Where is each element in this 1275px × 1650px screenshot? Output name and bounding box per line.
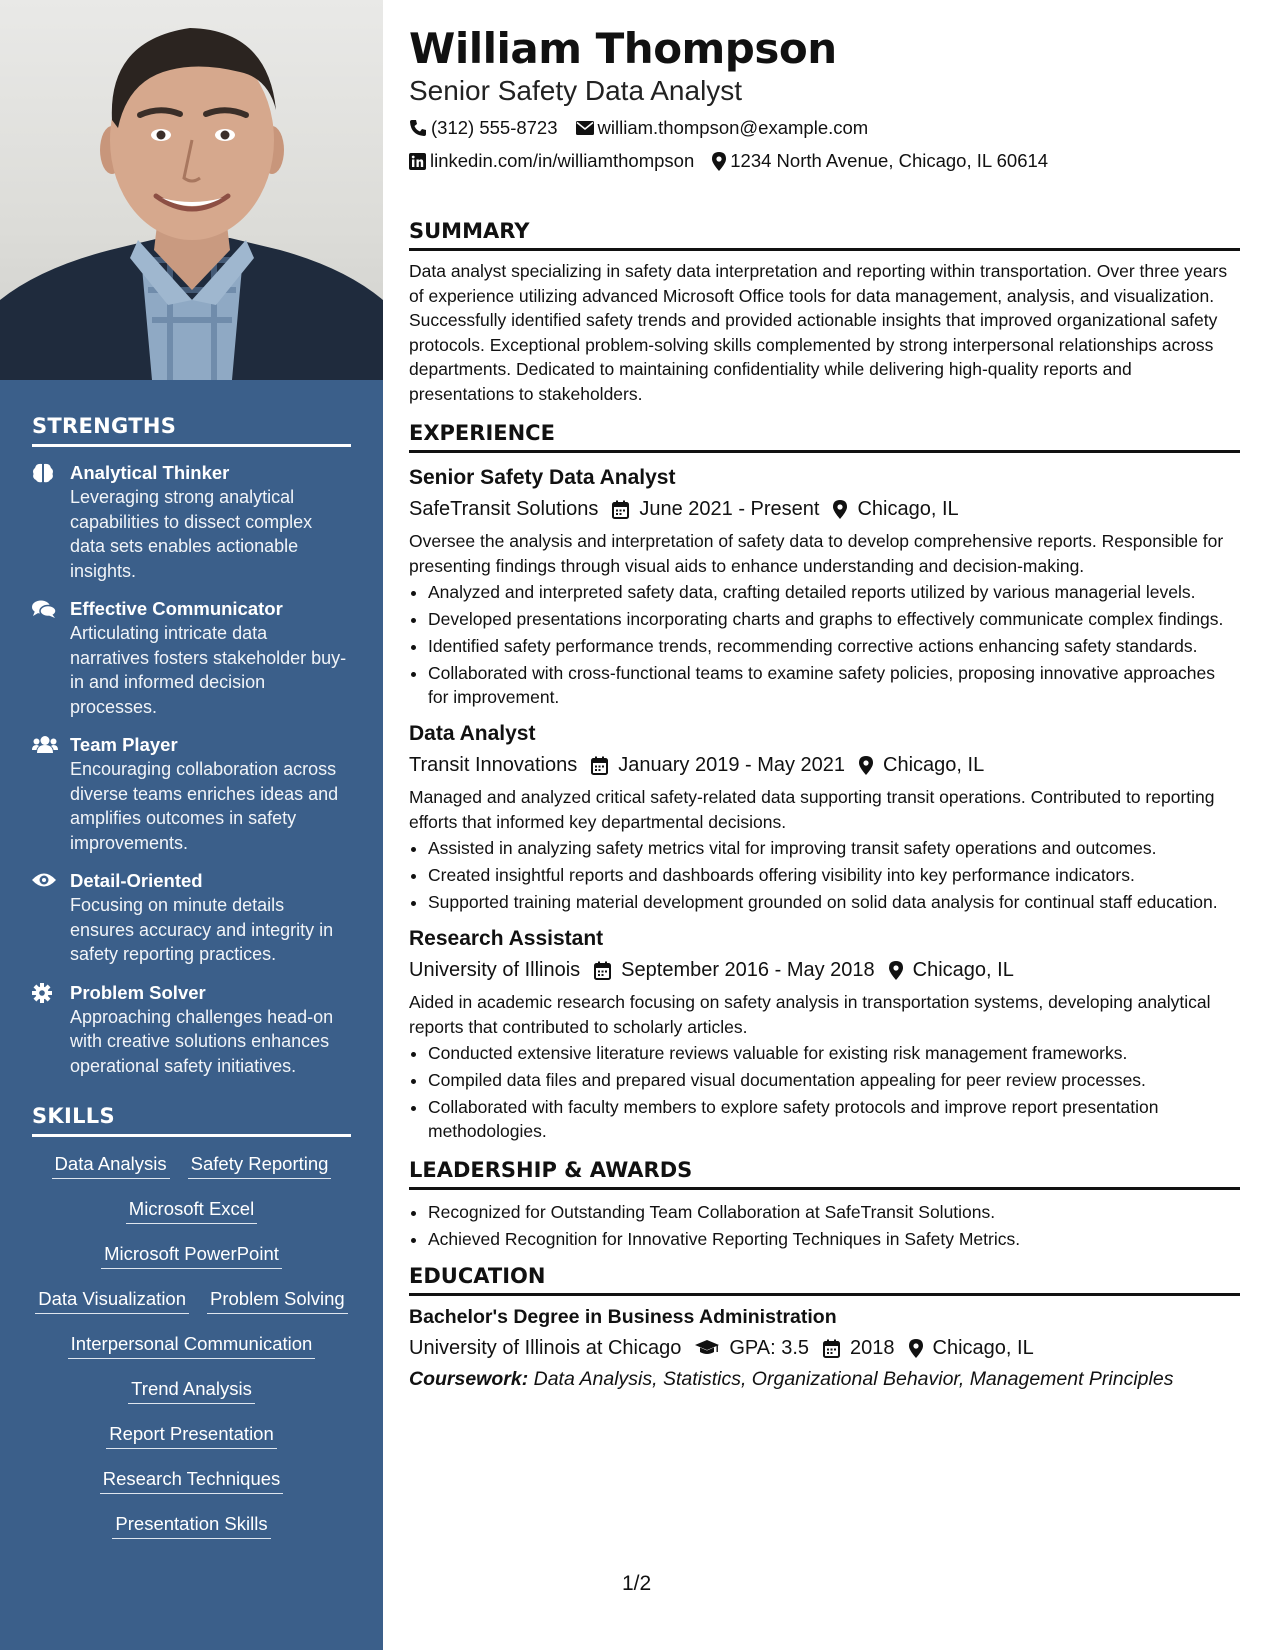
strength-title: Analytical Thinker xyxy=(70,462,230,483)
job-location-item xyxy=(859,751,984,779)
main-content xyxy=(409,0,1240,1392)
list-item: • Supported training material development grounded on solid data analysis for continual staff education. xyxy=(428,890,1240,914)
degree-title: Bachelor's Degree in Business Administration xyxy=(409,1306,837,1328)
sidebar xyxy=(0,0,383,1650)
strength-item xyxy=(32,733,351,855)
calendar-icon xyxy=(591,756,608,775)
job-location-item xyxy=(889,956,1014,984)
strength-title: Problem Solver xyxy=(70,981,206,1003)
education-heading: EDUCATION xyxy=(409,1263,1240,1296)
list-item: • Collaborated with cross-functional teams to examine safety policies, proposing innovative approaches for improvement. xyxy=(428,661,1240,709)
list-item: • Recognized for Outstanding Team Collaboration at SafeTransit Solutions. xyxy=(428,1200,1240,1224)
skill-tag: Problem Solving xyxy=(207,1286,348,1314)
job-entry xyxy=(409,721,1240,914)
strength-title: Effective Communicator xyxy=(70,598,283,619)
skill-tag: Trend Analysis xyxy=(128,1376,255,1404)
strength-title: Team Player xyxy=(70,734,178,755)
skill-tag: Presentation Skills xyxy=(112,1511,270,1539)
job-location: Chicago, IL xyxy=(912,959,1014,981)
address-item xyxy=(712,150,1048,172)
list-item: • Achieved Recognition for Innovative Reporting Techniques in Safety Metrics. xyxy=(428,1227,1240,1251)
gpa-item xyxy=(695,1334,809,1362)
strength-item xyxy=(32,461,351,583)
phone-item xyxy=(409,117,558,139)
list-item: • Compiled data files and prepared visual documentation appealing for peer review processes. xyxy=(428,1068,1240,1092)
strength-item xyxy=(32,981,351,1079)
skills-heading: SKILLS xyxy=(32,1104,351,1137)
profile-photo xyxy=(0,0,383,380)
map-pin-icon xyxy=(833,500,847,519)
email-item[interactable] xyxy=(576,117,869,139)
skill-tag: Data Visualization xyxy=(35,1286,189,1314)
awards-list xyxy=(409,1200,1240,1251)
job-location: Chicago, IL xyxy=(883,754,985,776)
job-title: Senior Safety Data Analyst xyxy=(409,466,676,489)
skills-list xyxy=(32,1151,351,1556)
list-item: • Assisted in analyzing safety metrics vital for improving transit safety operations and outcomes. xyxy=(428,836,1240,860)
job-company: SafeTransit Solutions xyxy=(409,498,599,520)
candidate-title: Senior Safety Data Analyst xyxy=(409,75,743,106)
job-bullets xyxy=(409,1041,1240,1143)
job-entry xyxy=(409,926,1240,1143)
strength-desc: Focusing on minute details ensures accuracy and integrity in safety reporting practices. xyxy=(70,895,334,964)
linkedin-icon xyxy=(409,153,426,170)
education-meta xyxy=(409,1334,1240,1362)
calendar-icon xyxy=(594,961,611,980)
phone-text: (312) 555-8723 xyxy=(431,117,558,138)
skill-tag: Report Presentation xyxy=(106,1421,277,1449)
address-text: 1234 North Avenue, Chicago, IL 60614 xyxy=(730,150,1049,171)
job-dates-item xyxy=(612,495,819,523)
list-item: • Collaborated with faculty members to explore safety protocols and improve report presentation methodologies. xyxy=(428,1095,1240,1143)
comments-icon xyxy=(32,597,70,719)
job-dates: June 2021 - Present xyxy=(639,498,820,520)
strength-desc: Articulating intricate data narratives fosters stakeholder buy-in and informed decision processes. xyxy=(70,623,347,717)
summary-heading: SUMMARY xyxy=(409,218,1240,251)
gpa-text: GPA: 3.5 xyxy=(729,1337,810,1359)
map-pin-icon xyxy=(909,1339,923,1358)
strength-item xyxy=(32,869,351,967)
strength-desc: Approaching challenges head-on with creative solutions enhances operational safety initiatives. xyxy=(70,1006,334,1076)
brain-icon xyxy=(32,461,70,583)
grad-year-item xyxy=(823,1334,895,1362)
eye-icon xyxy=(32,869,70,967)
experience-heading: EXPERIENCE xyxy=(409,420,1240,453)
map-pin-icon xyxy=(889,961,903,980)
contact-row xyxy=(409,116,1240,140)
grad-year: 2018 xyxy=(850,1337,895,1359)
candidate-name: William Thompson xyxy=(409,24,837,73)
job-title: Data Analyst xyxy=(409,722,536,745)
map-pin-icon xyxy=(712,152,726,171)
linkedin-link[interactable]: linkedin.com/in/williamthompson xyxy=(430,150,695,171)
skill-tag: Data Analysis xyxy=(52,1151,170,1179)
list-item: • Identified safety performance trends, recommending corrective actions enhancing safety standards. xyxy=(428,634,1240,658)
job-meta xyxy=(409,956,1240,984)
edu-location-item xyxy=(909,1334,1034,1362)
coursework xyxy=(409,1366,1240,1392)
job-bullets xyxy=(409,580,1240,709)
strength-title: Detail-Oriented xyxy=(70,870,203,891)
job-location-item xyxy=(833,495,958,523)
coursework-label: Coursework: xyxy=(409,1368,529,1390)
list-item: • Created insightful reports and dashboards offering visibility into key performance indicators. xyxy=(428,863,1240,887)
skill-tag: Research Techniques xyxy=(100,1466,284,1494)
job-company: Transit Innovations xyxy=(409,754,578,776)
graduation-cap-icon xyxy=(695,1340,719,1357)
calendar-icon xyxy=(823,1339,840,1358)
job-location: Chicago, IL xyxy=(857,498,959,520)
job-dates: January 2019 - May 2021 xyxy=(618,754,846,776)
skill-tag: Interpersonal Communication xyxy=(68,1331,316,1359)
list-item: • Analyzed and interpreted safety data, crafting detailed reports utilized by various managerial levels. xyxy=(428,580,1240,604)
job-company: University of Illinois xyxy=(409,959,581,981)
calendar-icon xyxy=(612,500,629,519)
phone-icon xyxy=(409,119,427,137)
job-dates-item xyxy=(591,751,845,779)
strength-desc: Encouraging collaboration across diverse teams enriches ideas and amplifies outcomes in safety improvements. xyxy=(70,759,339,853)
edu-location: Chicago, IL xyxy=(932,1337,1034,1359)
coursework-text: Data Analysis, Statistics, Organizational Behavior, Management Principles xyxy=(533,1368,1174,1390)
summary-text: Data analyst specializing in safety data interpretation and reporting within transportation. Over three years of experience utilizing advanced Microsoft Office tools for data management, analysis, and visualization. Successfully identified safety trends and provided actionable insights that improved organizational safety protocols. Exceptional problem-solving skills complemented by strong interpersonal relationships across departments. Dedicated to maintaining confidentiality while delivering high-quality reports and presentations to stakeholders. xyxy=(409,261,1228,404)
gear-icon xyxy=(32,981,70,1079)
skill-tag: Microsoft PowerPoint xyxy=(101,1241,282,1269)
job-bullets xyxy=(409,836,1240,914)
job-description: Managed and analyzed critical safety-related data supporting transit operations. Contributed to reporting efforts that informed key departmental decisions. xyxy=(409,787,1215,832)
email-link[interactable]: william.thompson@example.com xyxy=(597,117,869,138)
page-number: 1/2 xyxy=(622,1572,652,1595)
job-meta xyxy=(409,751,1240,779)
strengths-heading: STRENGTHS xyxy=(32,414,351,447)
strength-item xyxy=(32,597,351,719)
job-dates: September 2016 - May 2018 xyxy=(621,959,875,981)
job-description: Aided in academic research focusing on safety analysis in transportation systems, developing analytical reports that contributed to scholarly articles. xyxy=(409,992,1211,1037)
linkedin-item[interactable] xyxy=(409,150,694,172)
users-icon xyxy=(32,733,70,855)
job-meta xyxy=(409,495,1240,523)
list-item: • Developed presentations incorporating charts and graphs to effectively communicate complex findings. xyxy=(428,607,1240,631)
envelope-icon xyxy=(576,121,594,135)
leadership-heading: LEADERSHIP & AWARDS xyxy=(409,1157,1240,1190)
skill-tag: Microsoft Excel xyxy=(126,1196,257,1224)
list-item: • Conducted extensive literature reviews valuable for existing risk management frameworks. xyxy=(428,1041,1240,1065)
school-name: University of Illinois at Chicago xyxy=(409,1337,682,1359)
map-pin-icon xyxy=(859,756,873,775)
job-dates-item xyxy=(594,956,875,984)
job-entry xyxy=(409,465,1240,709)
job-description: Oversee the analysis and interpretation of safety data to develop comprehensive reports. Responsible for presenting findings through visual aids to enhance understanding and decision-making. xyxy=(409,531,1224,576)
contact-row xyxy=(409,149,1240,173)
job-title: Research Assistant xyxy=(409,927,604,950)
skill-tag: Safety Reporting xyxy=(188,1151,332,1179)
strength-desc: Leveraging strong analytical capabilities to dissect complex data sets enables actionable insights. xyxy=(70,487,313,581)
